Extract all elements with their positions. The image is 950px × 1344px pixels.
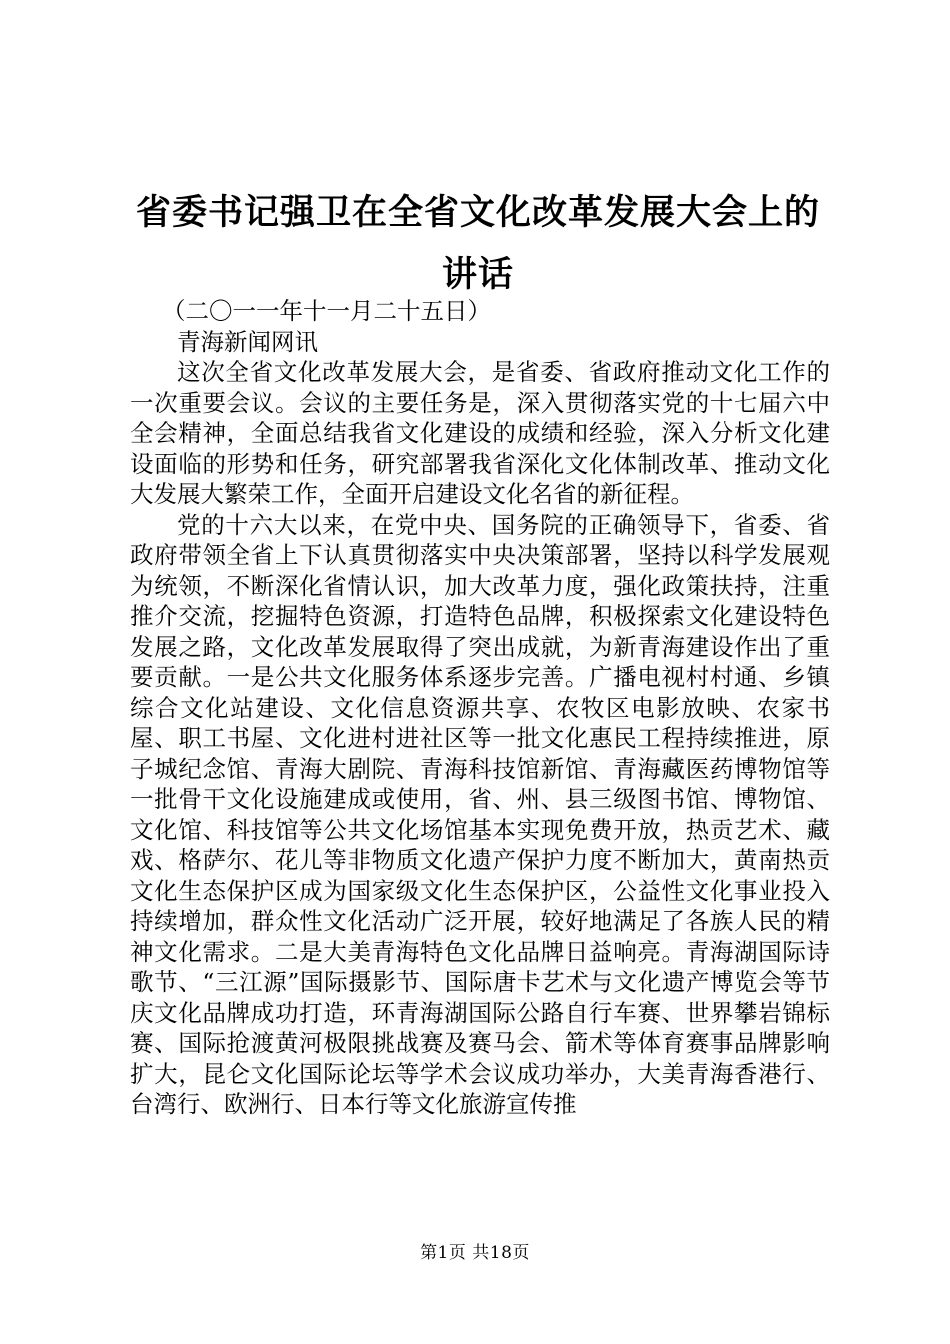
paragraph-1: 这次全省文化改革发展大会，是省委、省政府推动文化工作的一次重要会议。会议的主要任务是，深入贯彻落实党的十七届六中全会精神，全面总结我省文化建设的成绩和经验，深入分析文化建设面临的形势和任务，研究部署我省深化文化体制改革、推动文化大发展大繁荣工作，全面开启建设文化名省的新征程。 [130, 358, 830, 508]
news-source: 青海新闻网讯 [177, 327, 318, 356]
document-body [130, 296, 830, 1120]
paragraph-2: 党的十六大以来，在党中央、国务院的正确领导下，省委、省政府带领全省上下认真贯彻落实中央决策部署，坚持以科学发展观为统领，不断深化省情认识，加大改革力度，强化政策扶持，注重推介交流，挖掘特色资源，打造特色品牌，积极探索文化建设特色发展之路，文化改革发展取得了突出成就，为新青海建设作出了重要贡献。一是公共文化服务体系逐步完善。广播电视村村通、乡镇综合文化站建设、文化信息资源共享、农牧区电影放映、农家书屋、职工书屋、文化进村进社区等一批文化惠民工程持续推进，原子城纪念馆、青海大剧院、青海科技馆新馆、青海藏医药博物馆等一批骨干文化设施建成或使用，省、州、县三级图书馆、博物馆、文化馆、科技馆等公共文化场馆基本实现免费开放，热贡艺术、藏戏、格萨尔、花儿等非物质文化遗产保护力度不断加大，黄南热贡文化生态保护区成为国家级文化生态保护区，公益性文化事业投入持续增加，群众性文化活动广泛开展，较好地满足了各族人民的精神文化需求。二是大美青海特色文化品牌日益响亮。青海湖国际诗歌节、“三江源”国际摄影节、国际唐卡艺术与文化遗产博览会等节庆文化品牌成功打造，环青海湖国际公路自行车赛、世界攀岩锦标赛、国际抢渡黄河极限挑战赛及赛马会、箭术等体育赛事品牌影响扩大，昆仑文化国际论坛等学术会议成功举办，大美青海香港行、台湾行、欧洲行、日本行等文化旅游宣传推 [130, 510, 830, 1118]
page-number: 第1页 共18页 [420, 1243, 530, 1263]
speech-date: （二〇一一年十一月二十五日） [162, 297, 491, 325]
document-title: 省委书记强卫在全省文化改革发展大会上的讲话 [135, 192, 820, 295]
